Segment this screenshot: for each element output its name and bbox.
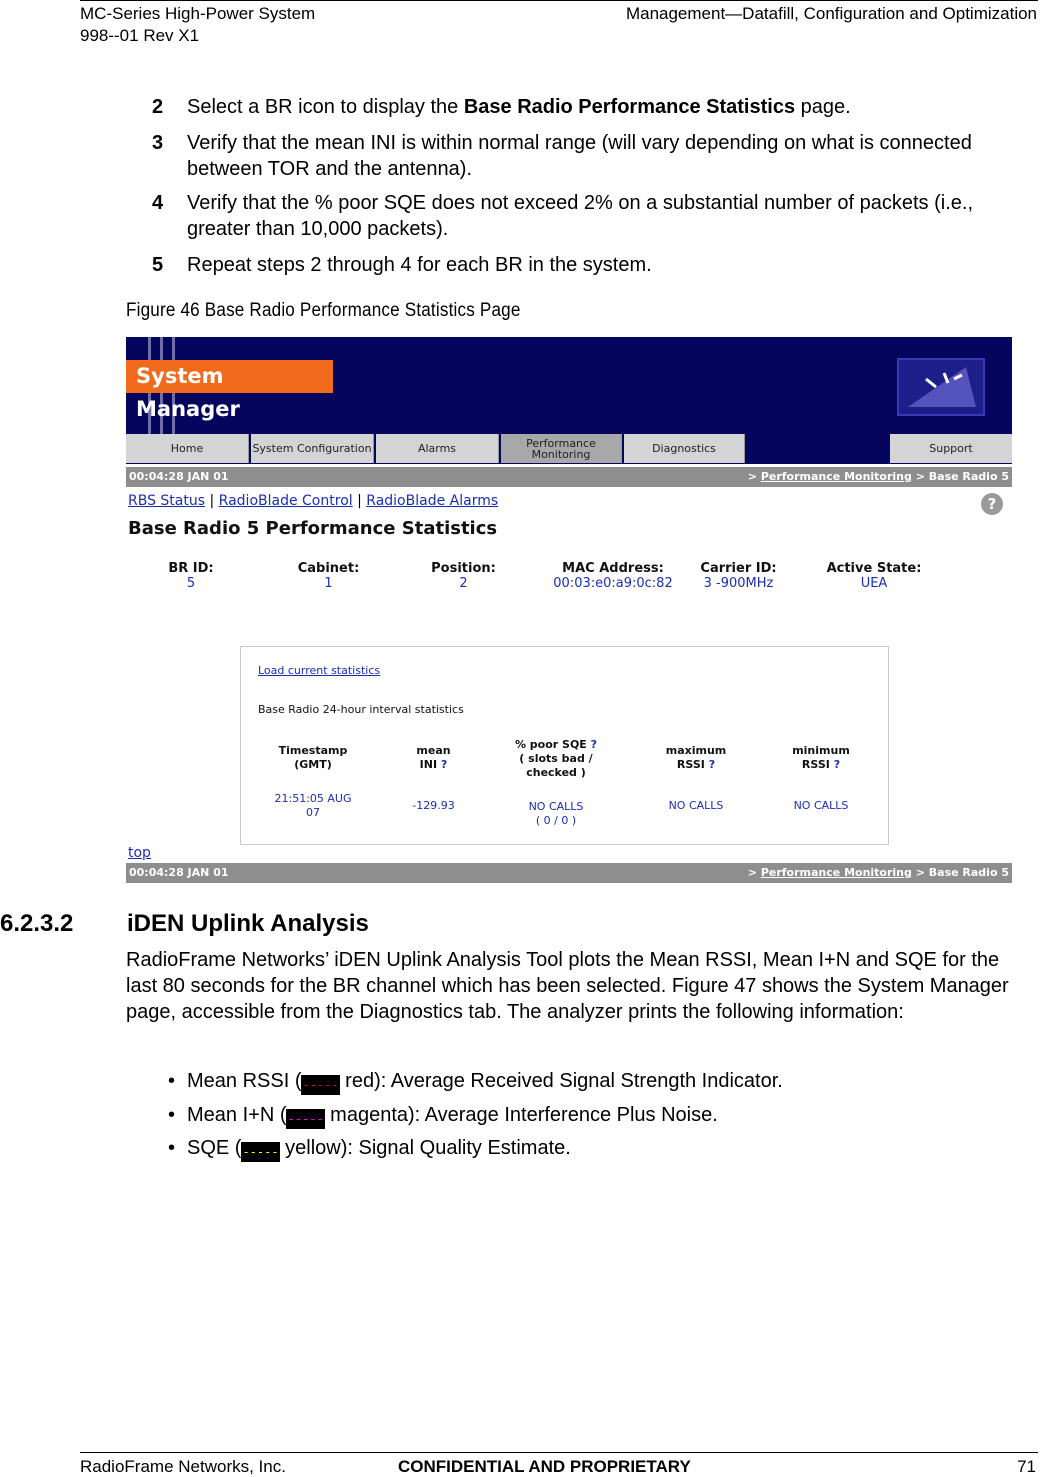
bullet-dot: • [168,1070,176,1092]
system-manager-screenshot [126,337,1012,885]
header-doc-revision: 998--01 Rev X1 [80,26,200,45]
field-br-id [156,561,226,591]
rbs-status-link[interactable]: RBS Status [128,493,206,509]
corner-logo-icon [896,357,986,417]
page-number: 71 [1017,1457,1036,1476]
field-value: UEA [860,576,888,591]
field-mac-address [538,561,688,591]
field-label: Position: [431,561,496,576]
cell-value: 07 [306,806,320,819]
top-link[interactable]: top [128,845,151,861]
breadcrumb-link[interactable]: Performance Monitoring [760,866,912,879]
header-doc-title: MC-Series High-Power System [80,4,316,23]
red-line-swatch: ----- [301,1075,339,1095]
field-position [421,561,506,591]
link-separator: | [209,493,215,509]
field-label: Carrier ID: [700,561,777,576]
bullet-text: Mean I+N ( [187,1104,287,1126]
cell-value: NO CALLS [793,799,849,812]
step-text: Verify that the mean INI is within normal range (will vary depending on what is connected between TOR and the antenna). [187,132,972,180]
step-text: Repeat steps 2 through 4 for each BR in the system. [187,254,652,276]
bullet-text-end: magenta): Average Interference Plus Noise. [324,1104,718,1126]
tab-diagnostics[interactable]: Diagnostics [624,434,745,463]
step-text: Verify that the % poor SQE does not exceed 2% on a substantial number of packets (i.e., greater than 10,000 packets). [187,192,974,240]
status-time: 00:04:28 JAN 01 [129,470,229,483]
tab-system-configuration[interactable]: System Configuration [251,434,374,463]
field-value: 5 [186,576,196,591]
tab-home[interactable]: Home [126,434,249,463]
system-manager-logo: System Manager [126,360,333,393]
field-active-state [814,561,934,591]
column-header: (GMT) [294,758,332,771]
help-icon[interactable]: ? [708,758,716,771]
step-number: 2 [152,96,164,118]
breadcrumb-arrow: > [747,470,761,483]
column-timestamp [263,744,363,820]
column-header: minimum [792,744,850,757]
field-value: 1 [324,576,333,591]
footer-company: RadioFrame Networks, Inc. [80,1457,286,1476]
figure-caption: Figure 46 Base Radio Performance Statistics Page [126,300,521,321]
tab-alarms[interactable]: Alarms [376,434,499,463]
bullet-dot: • [168,1104,176,1126]
column-minimum-rssi [771,744,871,813]
column-header: maximum [665,744,727,757]
step-number: 4 [152,192,164,214]
bullet-text: Mean RSSI ( [187,1070,302,1092]
column-maximum-rssi [646,744,746,813]
section-paragraph: RadioFrame Networks’ iDEN Uplink Analysis Tool plots the Mean RSSI, Mean I+N and SQE for the last 80 seconds for the BR channel which has been selected. Figure 47 shows the System Manager page, accessible from the Diagnostics tab. The analyzer prints the following information: [126,949,1009,1023]
tab-support[interactable]: Support [890,434,1012,463]
header-top-rule [80,0,1038,1]
field-cabinet [286,561,371,591]
step-text: Select a BR icon to display the [187,96,464,118]
step-number: 3 [152,132,164,154]
breadcrumb-current: > Base Radio 5 [911,866,1009,879]
column-header: checked ) [526,766,586,779]
help-icon[interactable]: ? [833,758,841,771]
column-header: % poor SQE [514,738,587,751]
bullet-text: SQE ( [187,1137,242,1159]
field-label: Active State: [826,561,922,576]
load-current-statistics-link[interactable]: Load current statistics [258,664,381,677]
field-label: BR ID: [168,561,214,576]
yellow-line-swatch: ----- [241,1142,279,1162]
step-number: 5 [152,254,164,276]
cell-value: ( 0 / 0 ) [535,814,577,827]
field-label: MAC Address: [562,561,664,576]
breadcrumb-current: > Base Radio 5 [911,470,1009,483]
field-carrier-id [686,561,791,591]
cell-value: 21:51:05 AUG [274,792,352,805]
field-value: 00:03:e0:a9:0c:82 [553,576,673,591]
help-icon[interactable]: ? [440,758,448,771]
field-value: 3 -900MHz [703,576,774,591]
cell-value: NO CALLS [668,799,724,812]
nav-tabs [126,434,1012,464]
column-header: mean [416,744,451,757]
step-bold-text: Base Radio Performance Statistics [463,96,796,118]
magenta-line-swatch: ----- [286,1109,324,1129]
status-bar-top [126,467,1012,487]
column-header: RSSI [676,758,705,771]
cell-value: -129.93 [412,799,455,812]
field-label: Cabinet: [297,561,360,576]
radioblade-alarms-link[interactable]: RadioBlade Alarms [366,493,499,509]
footer-rule [80,1452,1038,1453]
page-links [128,493,498,509]
column-mean-ini [391,744,476,813]
column-poor-sqe [501,738,611,828]
status-time: 00:04:28 JAN 01 [129,866,229,879]
radioblade-control-link[interactable]: RadioBlade Control [218,493,353,509]
section-title: iDEN Uplink Analysis [127,910,369,937]
help-icon[interactable]: ? [981,493,1003,515]
status-bar-bottom [126,863,1012,883]
page-title: Base Radio 5 Performance Statistics [128,518,498,539]
statistics-panel [240,646,889,845]
link-separator: | [357,493,362,509]
interval-statistics-heading: Base Radio 24-hour interval statistics [258,703,464,716]
section-number: 6.2.3.2 [0,910,74,937]
breadcrumb-link[interactable]: Performance Monitoring [760,470,912,483]
column-header: RSSI [801,758,830,771]
footer-confidential: CONFIDENTIAL AND PROPRIETARY [398,1457,691,1476]
step-text-end: page. [795,96,851,118]
breadcrumb-arrow: > [747,866,761,879]
bullet-dot: • [168,1137,176,1159]
column-header: Timestamp [278,744,348,757]
header-chapter-title: Management—Datafill, Configuration and Optimization [625,4,1037,23]
column-header: INI [419,758,438,771]
bullet-text-end: red): Average Received Signal Strength Indicator. [339,1070,783,1092]
column-header: ( slots bad / [519,752,593,765]
bullet-text-end: yellow): Signal Quality Estimate. [279,1137,571,1159]
field-value: 2 [459,576,468,591]
tab-performance-monitoring[interactable]: Performance Monitoring [501,434,622,463]
help-icon[interactable]: ? [590,738,598,751]
cell-value: NO CALLS [528,800,584,813]
